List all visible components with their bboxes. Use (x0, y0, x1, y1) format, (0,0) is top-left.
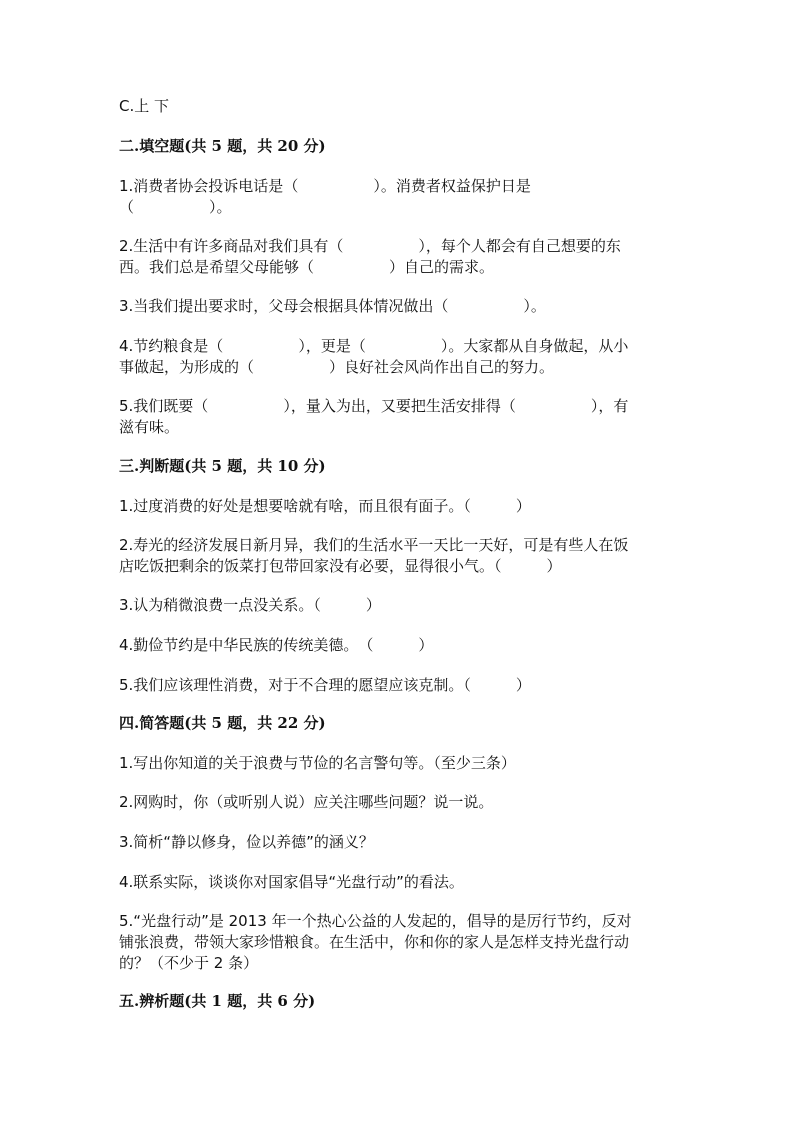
s2-question-4-line-1: 4.节约粮食是（ ），更是（ ）。大家都从自身做起，从小 (119, 337, 629, 355)
s3-question-3: 3.认为稍微浪费一点没关系。（ ） (119, 596, 381, 614)
s4-question-1: 1.写出你知道的关于浪费与节俭的名言警句等。（至少三条） (119, 754, 516, 772)
s4-question-5-line-2: 铺张浪费，带领大家珍惜粮食。在生活中，你和你的家人是怎样支持光盘行动 (119, 933, 630, 951)
section-2-heading: 二.填空题(共 5 题，共 20 分) (119, 137, 326, 155)
s4-question-5-line-1: 5.“光盘行动”是 2013 年一个热心公益的人发起的，倡导的是厉行节约，反对 (119, 912, 632, 930)
s2-question-1-line-2: （ ）。 (119, 198, 232, 216)
s2-question-2-line-2: 西。我们总是希望父母能够（ ）自己的需求。 (119, 258, 495, 276)
s3-question-5: 5.我们应该理性消费，对于不合理的愿望应该克制。（ ） (119, 676, 531, 694)
s3-question-2-line-1: 2.寿光的经济发展日新月异，我们的生活水平一天比一天好，可是有些人在饭 (119, 536, 629, 554)
s2-question-5-line-2: 滋有味。 (119, 418, 180, 436)
section-5-heading: 五.辨析题(共 1 题，共 6 分) (119, 992, 316, 1010)
s4-question-3: 3.简析“静以修身，俭以养德”的涵义？ (119, 833, 374, 851)
section-4-heading: 四.简答题(共 5 题，共 22 分) (119, 714, 326, 732)
s2-question-1-line-1: 1.消费者协会投诉电话是（ ）。消费者权益保护日是 (119, 177, 531, 195)
s4-question-4: 4.联系实际，谈谈你对国家倡导“光盘行动”的看法。 (119, 873, 464, 891)
s3-question-2-line-2: 店吃饭把剩余的饭菜打包带回家没有必要，显得很小气。（ ） (119, 557, 562, 575)
s3-question-4: 4.勤俭节约是中华民族的传统美德。 （ ） (119, 636, 434, 654)
s2-question-2-line-1: 2.生活中有许多商品对我们具有（ ），每个人都会有自己想要的东 (119, 237, 621, 255)
s2-question-3: 3.当我们提出要求时，父母会根据具体情况做出（ ）。 (119, 297, 546, 315)
s2-question-4-line-2: 事做起，为形成的（ ）良好社会风尚作出自己的努力。 (119, 358, 555, 376)
section-3-heading: 三.判断题(共 5 题，共 10 分) (119, 457, 326, 475)
s2-question-5-line-1: 5.我们既要（ ），量入为出，又要把生活安排得（ ），有 (119, 397, 629, 415)
s4-question-2: 2.网购时，你（或听别人说）应关注哪些问题？说一说。 (119, 793, 494, 811)
option-c: C.上 下 (119, 97, 170, 115)
s4-question-5-line-3: 的？（不少于 2 条） (119, 954, 259, 972)
s3-question-1: 1.过度消费的好处是想要啥就有啥，而且很有面子。（ ） (119, 497, 531, 515)
